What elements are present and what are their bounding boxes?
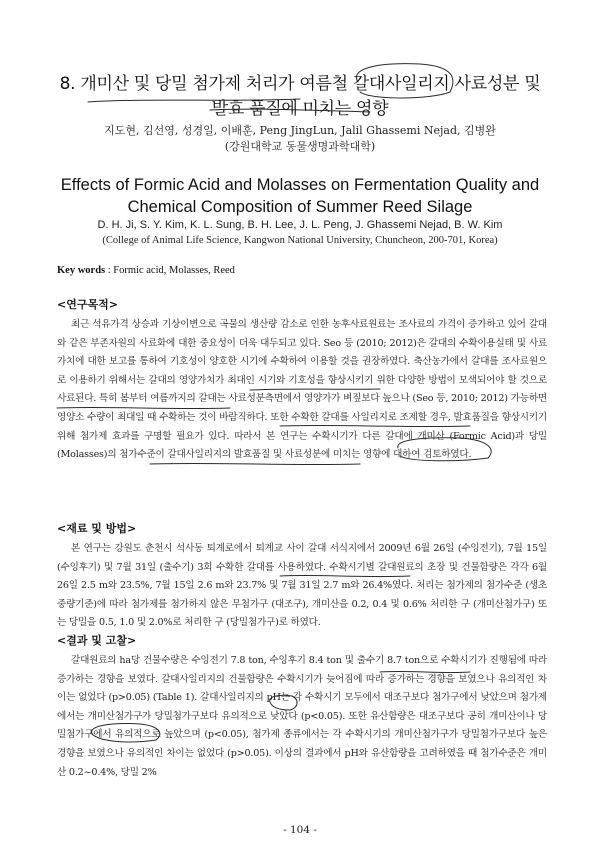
korean-title-line-2: 발효 품질에 미치는 영향: [211, 99, 389, 119]
keywords-line: [57, 265, 235, 276]
keywords-label: Key words: [57, 265, 106, 276]
english-title-line-2: Chemical Composition of Summer Reed Silage: [127, 198, 473, 216]
section-heading-purpose: <연구목적>: [57, 298, 118, 311]
section-body-purpose: 최근 석유가격 상승과 기상이변으로 곡물의 생산량 감소로 인한 농후사료원료는 조사료의 가격이 증가하고 있어 갈대와 같은 부존자원의 사료화에 대한 중요성이 더욱 대두되고 있다. Seo 등 (2010; 2012)은 갈대의 수확이용실태 및 사료가치에 대한 보고를 통하여 기호성이 양호한 시기에 수확하여 이용할 것을 권장하였다. 축산농가에서 갈대를 조사료원으로 이용하기 위해서는 갈대의 영양가치가 최대인 시기와 기호성을 향상시키기 위한 다양한 방법이 모색되어야 할 것으로 사료된다. 특히 봄부터 여름까지의 갈대는 사료성분측면에서 영양가가 벼짚보다 높으나 (Seo 등, 2010; 2012) 가능하면 영양소 수량이 최대일 때 수확하는 것이 바람직하다. 또한 수확한 갈대를 사일리지로 조제할 경우, 발효품질을 향상시키기 위해 첨가제 효과를 구명할 필요가 있다. 따라서 본 연구는 수확시기가 다른 갈대에 개미산 (Formic Acid)과 당밀 (Molasses)의 첨가수준이 갈대사일리지의 발효품질 및 사료성분에 미치는 영향에 대하여 검토하였다.: [57, 319, 547, 461]
page-number: - 104 -: [283, 824, 317, 836]
english-affiliation: (College of Animal Life Science, Kangwon National University, Chuncheon, 200-701, Korea): [102, 235, 498, 246]
section-body-results: 갈대원료의 ha당 건물수량은 수잉전기 7.8 ton, 수잉후기 8.4 ton 및 출수기 8.7 ton으로 수확시기가 진행됨에 따라 증가하는 경향을 보였다. 갈대사일리지의 건물함량은 수확시기가 늦어짐에 따라 증가하는 경향을 보였으나 유의적인 차이는 없었다 (p>0.05) (Table 1). 갈대사일리지의 pH는 각 수확시기 모두에서 대조구보다 첨가구에서 낮았으며 첨가제에서는 개미산첨가구가 당밀첨가구보다 유의적으로 낮았다 (p<0.05). 또한 유산함량은 대조구보다 공히 개미산이나 당밀첨가구에서 유의적으로 높았으며 (p<0.05), 첨가제 종류에서는 각 수확시기의 개미산첨가구가 당밀첨가구보다 높은 경향을 보였으나 유의적인 차이는 없었다 (p>0.05). 이상의 결과에서 pH와 유산함량을 고려하였을 때 첨가수준은 개미산 0.2~0.4%, 당밀 2%: [57, 655, 547, 778]
english-authors: D. H. Ji, S. Y. Kim, K. L. Sung, B. H. Lee, J. L. Peng, J. Ghassemi Nejad, B. W. Kim: [97, 219, 503, 231]
english-title-line-1: Effects of Formic Acid and Molasses on Fermentation Quality and: [60, 176, 540, 194]
korean-authors: 지도현, 김선영, 성경일, 이배훈, Peng JingLun, Jalil Ghassemi Nejad, 김병완: [104, 124, 496, 137]
korean-affiliation: (강원대학교 동물생명과학대학): [224, 140, 376, 153]
section-body-methods: 본 연구는 강원도 춘천시 석사동 퇴계로에서 퇴계교 사이 갈대 서식지에서 2009년 6월 26일 (수잉전기), 7월 15일 (수잉후기) 및 7월 31일 (출수기) 3회 수확한 갈대를 사용하였다. 수확시기별 갈대원료의 초장 및 건물함량은 각각 6월 26일 2.5 m와 23.5%, 7월 15일 2.6 m와 23.7% 및 7월 31일 2.7 m와 26.4%였다. 처리는 첨가제의 첨가수준 (생초중량기준)에 따라 첨가제를 첨가하지 않은 무첨가구 (대조구), 개미산을 0.2, 0.4 및 0.6% 처리한 구 (개미산첨가구) 또는 당밀을 0.5, 1.0 및 2.0%로 처리한 구 (당밀첨가구)로 하였다.: [57, 543, 547, 629]
keywords-text: : Formic acid, Molasses, Reed: [107, 265, 235, 276]
korean-title: [40, 72, 560, 122]
korean-title-line-1: 8. 개미산 및 당밀 첨가제 처리가 여름철 갈대사일리지 사료성분 및: [59, 74, 541, 94]
section-heading-results: <결과 및 고찰>: [57, 634, 137, 647]
english-title: [30, 174, 570, 218]
section-heading-methods: <재료 및 방법>: [57, 522, 137, 535]
